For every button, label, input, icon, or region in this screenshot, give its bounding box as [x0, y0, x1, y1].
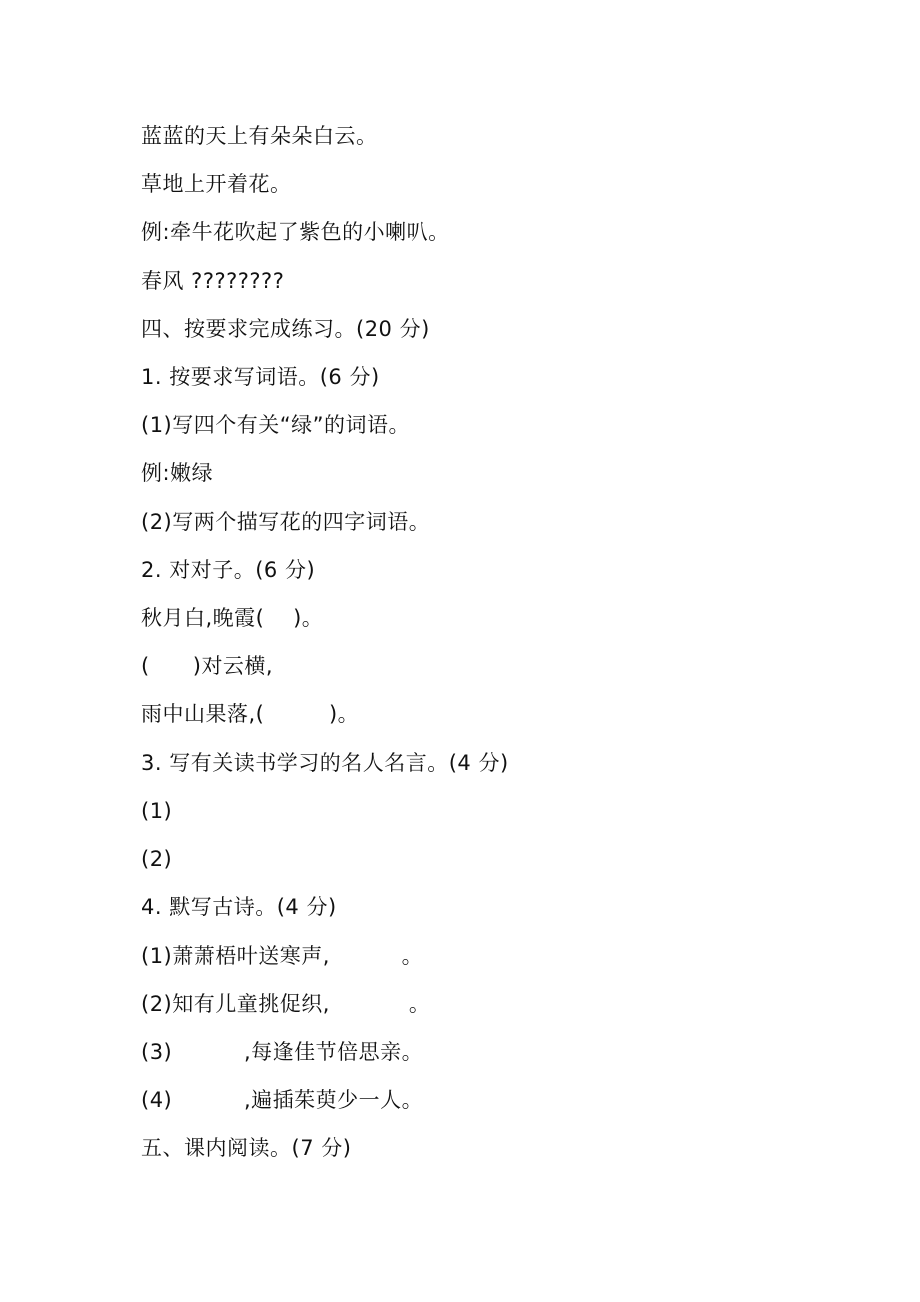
question-1-part-1: (1)写四个有关“绿”的词语。	[141, 413, 411, 437]
question-1-example: 例:嫩绿	[141, 461, 214, 485]
section-four-heading: 四、按要求完成练习。(20 分)	[141, 317, 430, 341]
couplet-line-1: 秋月白,晚霞( )。	[141, 606, 324, 630]
question-1-heading: 1. 按要求写词语。(6 分)	[141, 365, 380, 389]
example-sentence: 例:牵牛花吹起了紫色的小喇叭。	[141, 220, 450, 244]
poem-line-4: (4) ,遍插茱萸少一人。	[141, 1088, 424, 1112]
couplet-line-2: ( )对云横,	[141, 654, 274, 678]
question-3-item-2: (2)	[141, 847, 173, 871]
question-1-part-2: (2)写两个描写花的四字词语。	[141, 510, 431, 534]
poem-line-1: (1)萧萧梧叶送寒声, 。	[141, 944, 424, 968]
question-3-item-1: (1)	[141, 799, 173, 823]
poem-line-3: (3) ,每逢佳节倍思亲。	[141, 1040, 424, 1064]
couplet-line-3: 雨中山果落,( )。	[141, 702, 360, 726]
question-2-heading: 2. 对对子。(6 分)	[141, 558, 316, 582]
question-4-heading: 4. 默写古诗。(4 分)	[141, 895, 337, 919]
sentence-blue-sky: 蓝蓝的天上有朵朵白云。	[141, 124, 378, 148]
spring-wind-line: 春风 ????????	[141, 269, 285, 293]
sentence-grass-flowers: 草地上开着花。	[141, 172, 292, 196]
question-3-heading: 3. 写有关读书学习的名人名言。(4 分)	[141, 751, 509, 775]
section-five-heading: 五、课内阅读。(7 分)	[141, 1136, 352, 1160]
poem-line-2: (2)知有儿童挑促织, 。	[141, 992, 431, 1016]
